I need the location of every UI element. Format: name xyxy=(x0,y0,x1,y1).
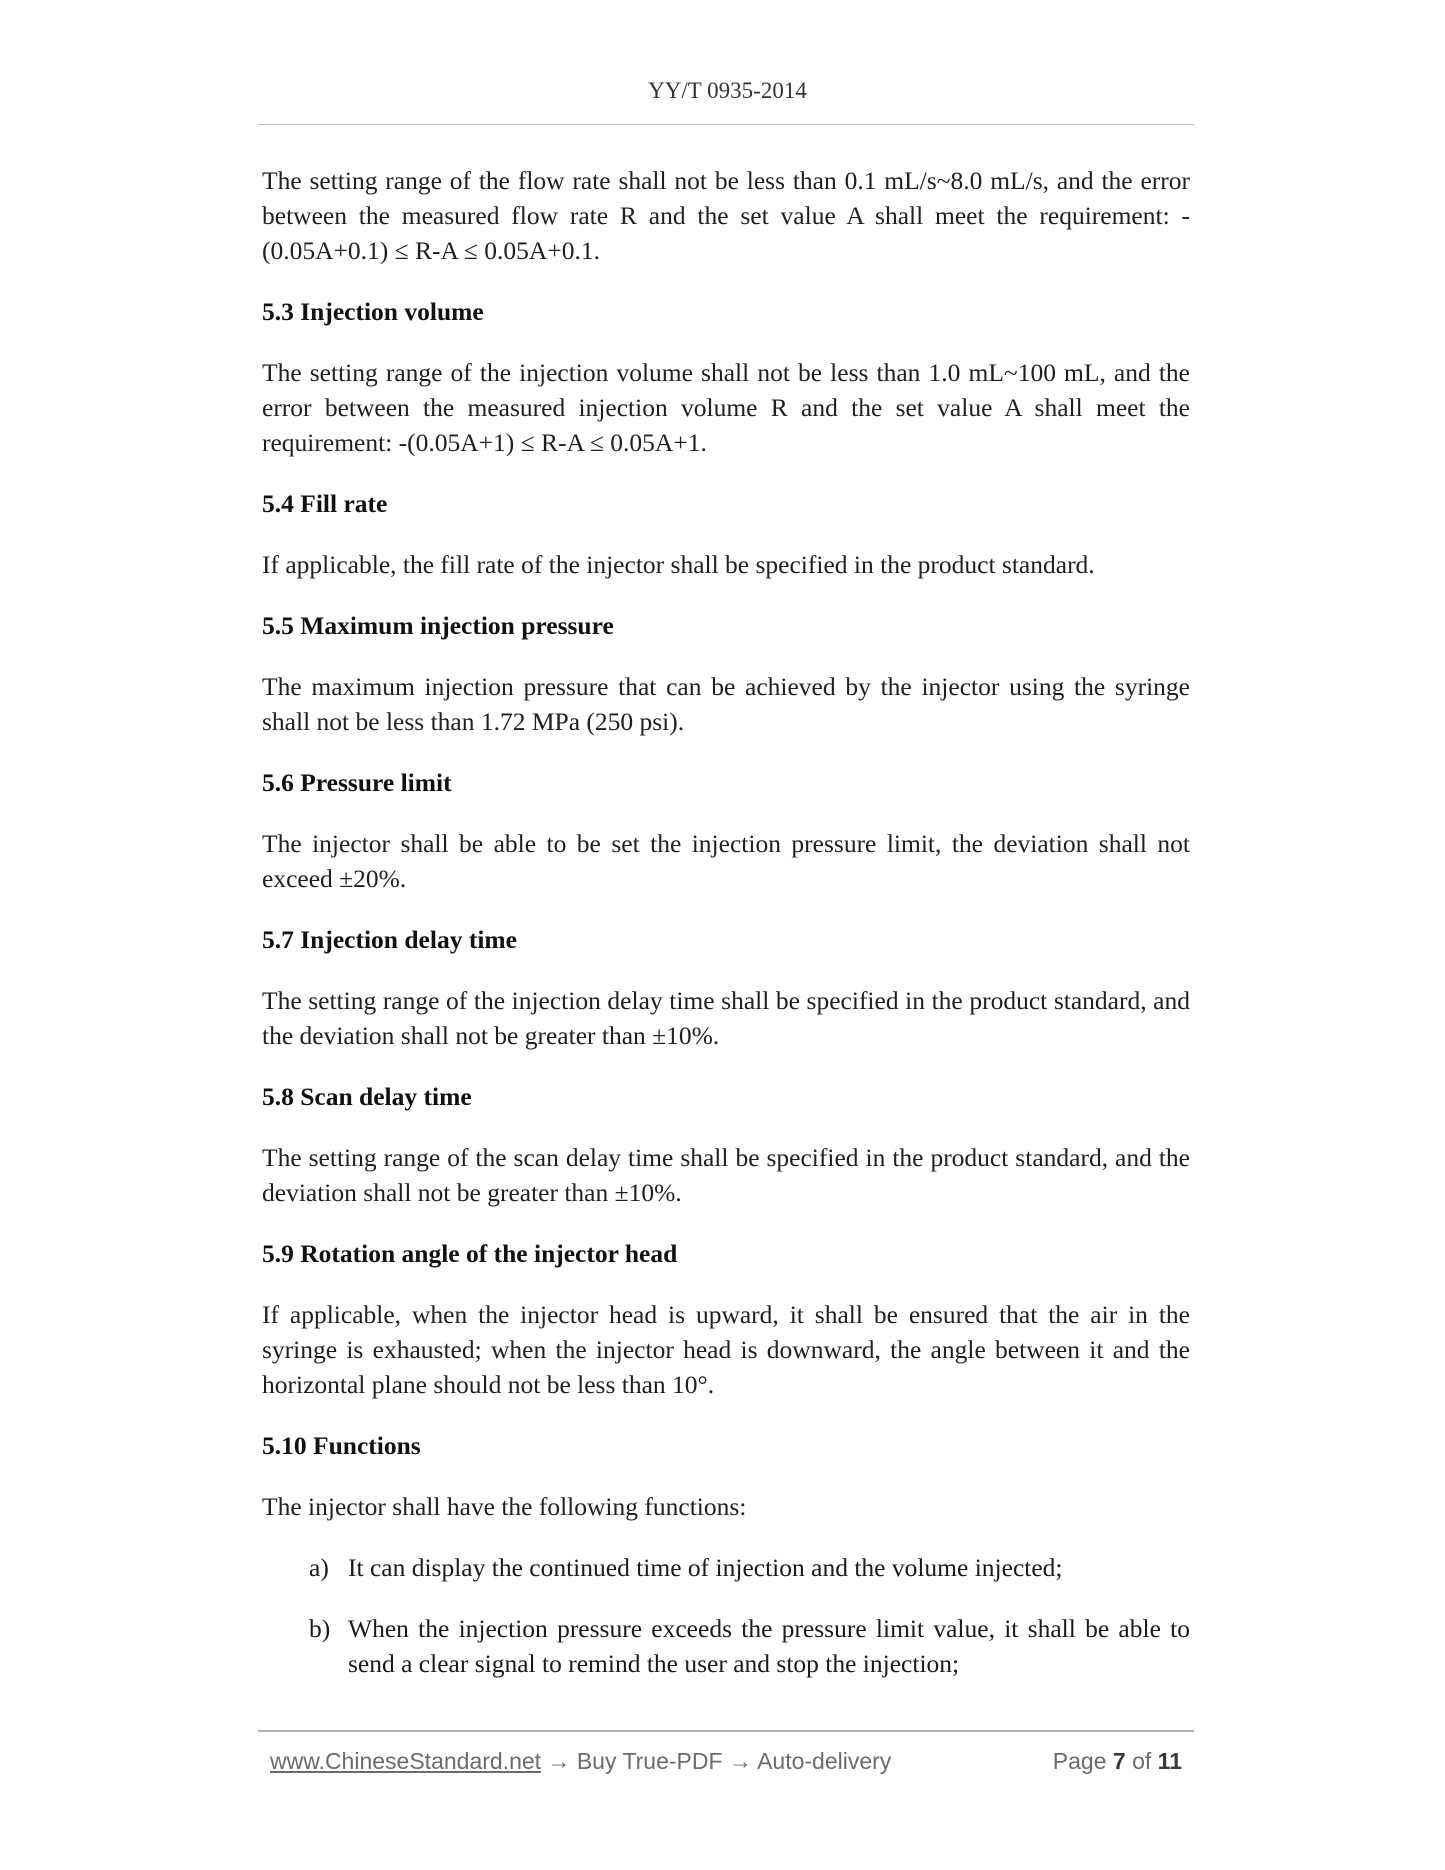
section-5-7-text: The setting range of the injection delay time shall be specified in the product standard, and the deviation shall not be greater than ±10%. xyxy=(262,986,1190,1050)
section-5-8-heading: 5.8 Scan delay time xyxy=(262,1082,472,1111)
buy-pdf-text: Buy True-PDF xyxy=(576,1748,723,1774)
page-header: YY/T 0935-2014 xyxy=(648,78,807,103)
list-marker: b) xyxy=(309,1614,331,1643)
website-link[interactable]: www.ChineseStandard.net xyxy=(270,1748,542,1774)
list-marker: a) xyxy=(309,1553,329,1582)
page-label: Page xyxy=(1052,1748,1107,1774)
document-body xyxy=(262,163,1190,1707)
of-label: of xyxy=(1132,1748,1152,1774)
arrow-right-icon: → xyxy=(728,1748,752,1774)
list-item-text: It can display the continued time of injection and the volume injected; xyxy=(348,1553,1063,1582)
intro-paragraph: The setting range of the flow rate shall not be less than 0.1 mL/s~8.0 mL/s, and the error between the measured flow rate R and the set value A shall meet the requirement: -(0.05A+0.1) ≤ R-A ≤ 0.05A+0.1. xyxy=(262,166,1190,265)
list-item xyxy=(309,1611,1190,1681)
page-number xyxy=(1053,1748,1182,1775)
section-5-7-heading: 5.7 Injection delay time xyxy=(262,925,517,954)
section-5-6-text: The injector shall be able to be set the injection pressure limit, the deviation shall not exceed ±20%. xyxy=(262,829,1190,893)
section-5-8-text: The setting range of the scan delay time shall be specified in the product standard, and the deviation shall not be greater than ±10%. xyxy=(262,1143,1190,1207)
section-5-3-text: The setting range of the injection volume shall not be less than 1.0 mL~100 mL, and the error between the measured injection volume R and the set value A shall meet the requirement: -(0.05A+1) ≤ R-A ≤ 0.05A+1. xyxy=(262,358,1190,457)
section-5-9-text: If applicable, when the injector head is upward, it shall be ensured that the air in the syringe is exhausted; when the injector head is downward, the angle between it and the horizontal plane should not be less than 10°. xyxy=(262,1300,1190,1399)
section-5-9-heading: 5.9 Rotation angle of the injector head xyxy=(262,1239,678,1268)
list-item xyxy=(309,1550,1190,1585)
arrow-right-icon: → xyxy=(547,1748,571,1774)
auto-delivery-text: Auto-delivery xyxy=(757,1748,892,1774)
list-item-text: When the injection pressure exceeds the pressure limit value, it shall be able to send a clear signal to remind the user and stop the injection; xyxy=(348,1614,1190,1678)
section-5-5-heading: 5.5 Maximum injection pressure xyxy=(262,611,614,640)
section-5-5-text: The maximum injection pressure that can be achieved by the injector using the syringe shall not be less than 1.72 MPa (250 psi). xyxy=(262,672,1190,736)
footer-divider xyxy=(258,1730,1194,1732)
current-page: 7 xyxy=(1112,1748,1126,1774)
section-5-10-heading: 5.10 Functions xyxy=(262,1431,421,1460)
section-5-4-text: If applicable, the fill rate of the injector shall be specified in the product standard. xyxy=(262,550,1095,579)
section-5-3-heading: 5.3 Injection volume xyxy=(262,297,484,326)
section-5-4-heading: 5.4 Fill rate xyxy=(262,489,388,518)
footer-promo xyxy=(270,1748,891,1775)
header-divider xyxy=(258,124,1194,125)
total-pages: 11 xyxy=(1157,1748,1182,1774)
section-5-10-text: The injector shall have the following functions: xyxy=(262,1492,747,1521)
section-5-6-heading: 5.6 Pressure limit xyxy=(262,768,452,797)
